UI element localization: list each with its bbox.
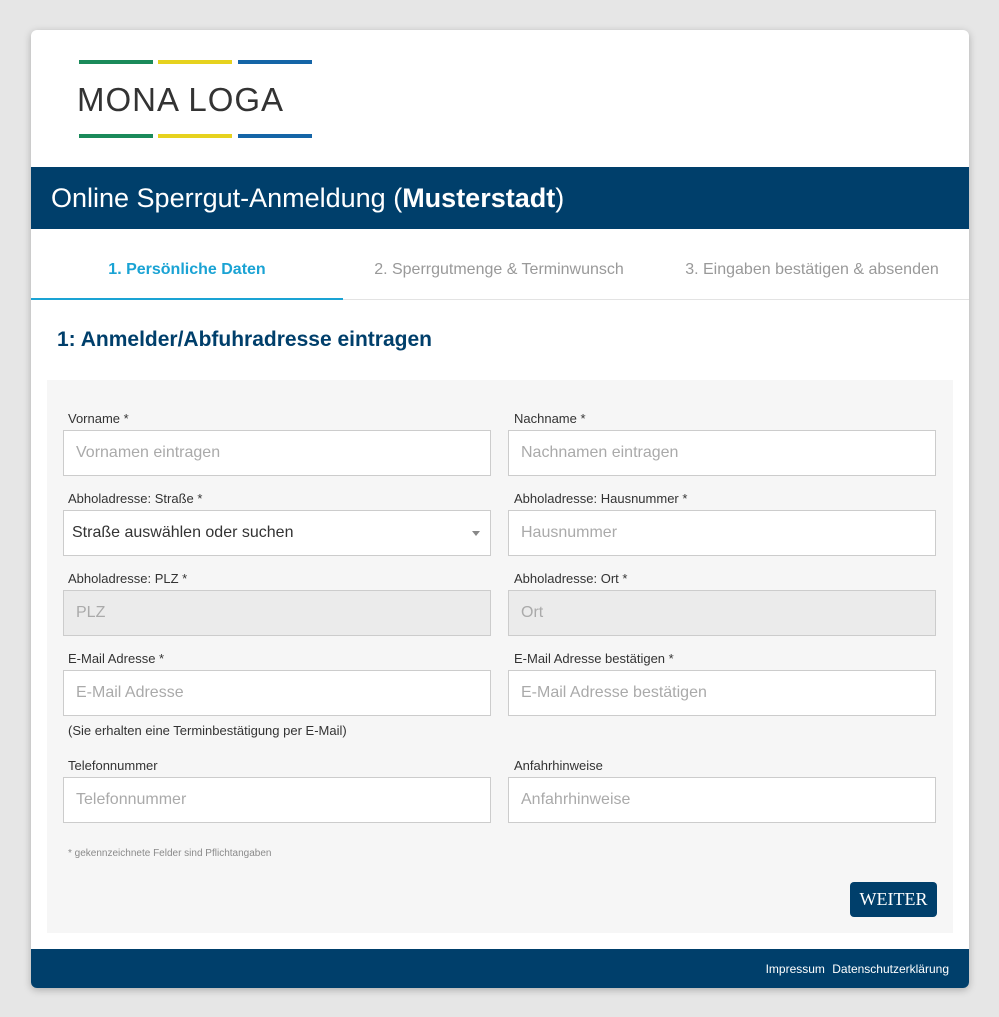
anfahrhinweise-input[interactable]: Anfahrhinweise — [508, 777, 936, 823]
plz-input: PLZ — [63, 590, 491, 636]
logo-bar-blue — [238, 134, 312, 138]
page-header — [31, 167, 969, 229]
plz-label: Abholadresse: PLZ * — [68, 571, 188, 586]
strasse-select[interactable] — [63, 510, 491, 556]
logo-bar-blue — [238, 60, 312, 64]
vorname-label: Vorname * — [68, 411, 129, 426]
page-title-city: Musterstadt — [402, 183, 556, 213]
email-confirm-label: E-Mail Adresse bestätigen * — [514, 651, 674, 666]
anfahrhinweise-label: Anfahrhinweise — [514, 758, 603, 773]
ort-input: Ort — [508, 590, 936, 636]
section-title: 1: Anmelder/Abfuhradresse eintragen — [57, 328, 432, 351]
registration-card — [31, 30, 969, 988]
hausnummer-label: Abholadresse: Hausnummer * — [514, 491, 688, 506]
logo-bar-yellow — [158, 134, 232, 138]
nachname-input[interactable]: Nachnamen eintragen — [508, 430, 936, 476]
step-tabs — [31, 229, 969, 300]
tab-persoenliche-daten[interactable]: 1. Persönliche Daten — [31, 229, 343, 300]
logo-bar-green — [79, 60, 153, 64]
strasse-label: Abholadresse: Straße * — [68, 491, 203, 506]
nachname-label: Nachname * — [514, 411, 586, 426]
form-panel — [47, 380, 953, 933]
footer-links — [762, 962, 949, 976]
impressum-link[interactable]: Impressum — [765, 962, 825, 976]
datenschutz-link[interactable]: Datenschutzerklärung — [832, 962, 949, 976]
logo-bar-yellow — [158, 60, 232, 64]
telefon-input[interactable]: Telefonnummer — [63, 777, 491, 823]
caret-down-icon — [472, 531, 480, 536]
weiter-button[interactable]: WEITER — [850, 882, 937, 917]
hausnummer-input[interactable]: Hausnummer — [508, 510, 936, 556]
telefon-label: Telefonnummer — [68, 758, 158, 773]
vorname-input[interactable]: Vornamen eintragen — [63, 430, 491, 476]
tab-bestaetigen-absenden[interactable]: 3. Eingaben bestätigen & absenden — [685, 261, 939, 278]
mona-loga-logo — [79, 60, 312, 140]
strasse-select-value: Straße auswählen oder suchen — [72, 524, 294, 541]
email-confirm-input[interactable]: E-Mail Adresse bestätigen — [508, 670, 936, 716]
email-hint: (Sie erhalten eine Terminbestätigung per E-Mail) — [68, 723, 347, 738]
logo-bar-green — [79, 134, 153, 138]
page-title-prefix: Online Sperrgut-Anmeldung ( — [51, 183, 403, 213]
logo-text: MONA LOGA — [77, 81, 285, 118]
ort-label: Abholadresse: Ort * — [514, 571, 628, 586]
tab-sperrgutmenge-terminwunsch[interactable]: 2. Sperrgutmenge & Terminwunsch — [374, 261, 624, 278]
email-input[interactable]: E-Mail Adresse — [63, 670, 491, 716]
email-label: E-Mail Adresse * — [68, 651, 165, 666]
required-fields-note: * gekennzeichnete Felder sind Pflichtangaben — [68, 848, 272, 859]
page-footer — [31, 949, 969, 988]
page-title-suffix: ) — [555, 183, 565, 213]
